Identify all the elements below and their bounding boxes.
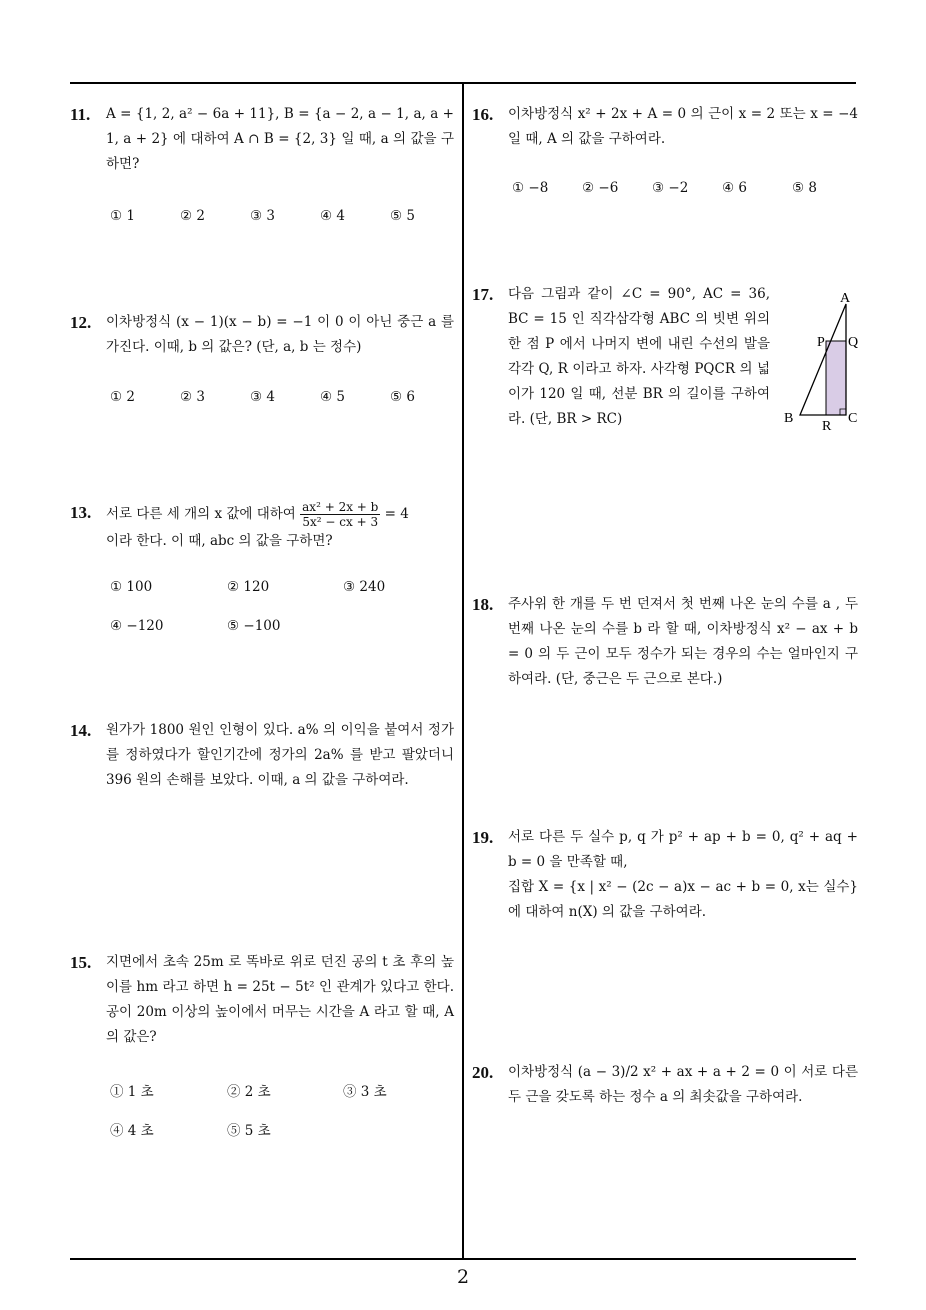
- question-18: [472, 592, 858, 692]
- choice[interactable]: ④ 6: [722, 180, 747, 196]
- choice[interactable]: ⑤ 5 초: [227, 1123, 271, 1139]
- question-stem: 다음 그림과 같이 ∠C = 90°, AC = 36, BC = 15 인 직각삼각형 ABC 의 빗변 위의 한 점 P 에서 나머지 변에 내린 수선의 발을 각각 Q, R 이라고 하자. 사각형 PQCR 의 넓이가 120 일 때, 선분 BR 의 길이를 구하여라. (단, BR > RC): [508, 286, 770, 427]
- question-number: 13.: [70, 503, 92, 522]
- question-stem: 지면에서 초속 25m 로 똑바로 위로 던진 공의 t 초 후의 높이를 hm 라고 하면 h = 25t − 5t² 인 관계가 있다고 한다. 공이 20m 이상의 높이에서 머무는 시간을 A 라고 할 때, A 의 값은?: [106, 954, 454, 1045]
- question-17: [472, 282, 770, 432]
- choice[interactable]: ⑤ 5: [390, 208, 415, 224]
- question-stem: [508, 825, 858, 925]
- stem-part: 집합 X = {x | x² − (2c − a)x − ac + b = 0, x는 실수} 에 대하여 n(X) 의 값을 구하여라.: [508, 879, 858, 920]
- choice[interactable]: ② 2: [180, 208, 205, 224]
- choice[interactable]: ④ 5: [320, 389, 345, 405]
- question-13: [70, 500, 454, 554]
- choice[interactable]: ① 1 초: [110, 1084, 154, 1100]
- choice[interactable]: ⑤ 8: [792, 180, 817, 196]
- triangle-figure: [780, 286, 864, 434]
- choice[interactable]: ② 2 초: [227, 1084, 271, 1100]
- question-11: [70, 102, 454, 177]
- question-number: 16.: [472, 105, 494, 124]
- label-r: R: [822, 419, 832, 434]
- choice[interactable]: ① −8: [512, 180, 549, 196]
- question-number: 20.: [472, 1063, 494, 1082]
- choice[interactable]: ③ 3 초: [343, 1084, 387, 1100]
- column-divider: [462, 82, 464, 1260]
- question-stem: 이차방정식 (x − 1)(x − b) = −1 이 0 이 아닌 중근 a 를 가진다. 이때, b 의 값은? (단, a, b 는 정수): [106, 314, 454, 355]
- question-number: 15.: [70, 953, 92, 972]
- choice[interactable]: ③ 240: [343, 579, 386, 595]
- choice[interactable]: ② −6: [582, 180, 619, 196]
- stem-part: 이라 한다. 이 때, abc 의 값을 구하면?: [106, 533, 333, 549]
- question-number: 18.: [472, 595, 494, 614]
- bottom-rule: [70, 1258, 856, 1260]
- question-number: 14.: [70, 721, 92, 740]
- label-a: A: [840, 291, 851, 306]
- question-number: 17.: [472, 285, 494, 304]
- choice[interactable]: ③ −2: [652, 180, 689, 196]
- label-p: P: [817, 335, 825, 350]
- question-number: 19.: [472, 828, 494, 847]
- choice[interactable]: ③ 4: [250, 389, 275, 405]
- question-stem: 이차방정식 (a − 3)/2 x² + ax + a + 2 = 0 이 서로 다른 두 근을 갖도록 하는 정수 a 의 최솟값을 구하여라.: [508, 1064, 858, 1105]
- stem-part: 서로 다른 세 개의 x 값에 대하여: [106, 506, 296, 522]
- fraction: $\frac{\text{ax² + 2x + b}}{\text{5x² − cx + 3}}$: [302, 500, 379, 529]
- choice[interactable]: ⑤ −100: [227, 618, 281, 634]
- rectangle-pqcr: [826, 341, 846, 415]
- question-number: 12.: [70, 313, 92, 332]
- question-number: 11.: [70, 105, 91, 124]
- question-stem: 이차방정식 x² + 2x + A = 0 의 근이 x = 2 또는 x = −4 일 때, A 의 값을 구하여라.: [508, 106, 858, 147]
- choice[interactable]: ④ 4 초: [110, 1123, 154, 1139]
- question-19: [472, 825, 858, 925]
- label-b: B: [784, 411, 794, 426]
- choice[interactable]: ⑤ 6: [390, 389, 415, 405]
- question-16: [472, 102, 858, 152]
- choice[interactable]: ② 120: [227, 579, 270, 595]
- question-20: [472, 1060, 858, 1110]
- choice[interactable]: ① 2: [110, 389, 135, 405]
- choice[interactable]: ② 3: [180, 389, 205, 405]
- choice[interactable]: ① 1: [110, 208, 135, 224]
- choice[interactable]: ① 100: [110, 579, 153, 595]
- question-15: [70, 950, 454, 1050]
- choice[interactable]: ④ −120: [110, 618, 164, 634]
- question-12: [70, 310, 454, 360]
- question-stem: 서로 다른 세 개의 x 값에 대하여 $\frac{\text{ax² + 2x + b}}{\text{5x² − cx + 3}}$ = 4 이라 한다. 이 때, abc 의 값을 구하면?: [106, 500, 454, 554]
- choice[interactable]: ③ 3: [250, 208, 275, 224]
- stem-part: 서로 다른 두 실수 p, q 가 p² + ap + b = 0, q² + aq + b = 0 을 만족할 때,: [508, 829, 858, 870]
- label-q: Q: [848, 335, 859, 350]
- question-stem: 주사위 한 개를 두 번 던져서 첫 번째 나온 눈의 수를 a , 두 번째 나온 눈의 수를 b 라 할 때, 이차방정식 x² − ax + b = 0 의 두 근이 모두 정수가 되는 경우의 수는 얼마인지 구하여라. (단, 중근은 두 근으로 본다.): [508, 596, 858, 687]
- question-stem: 원가가 1800 원인 인형이 있다. a% 의 이익을 붙여서 정가를 정하였다가 할인기간에 정가의 2a% 를 받고 팔았더니 396 원의 손해를 보았다. 이때, a 의 값을 구하여라.: [106, 722, 454, 788]
- question-14: [70, 718, 454, 793]
- page-number: 2: [456, 1266, 470, 1288]
- label-c: C: [848, 411, 858, 426]
- question-stem: A = {1, 2, a² − 6a + 11}, B = {a − 2, a − 1, a, a + 1, a + 2} 에 대하여 A ∩ B = {2, 3} 일 때, a 의 값을 구하면?: [106, 106, 454, 172]
- choice[interactable]: ④ 4: [320, 208, 345, 224]
